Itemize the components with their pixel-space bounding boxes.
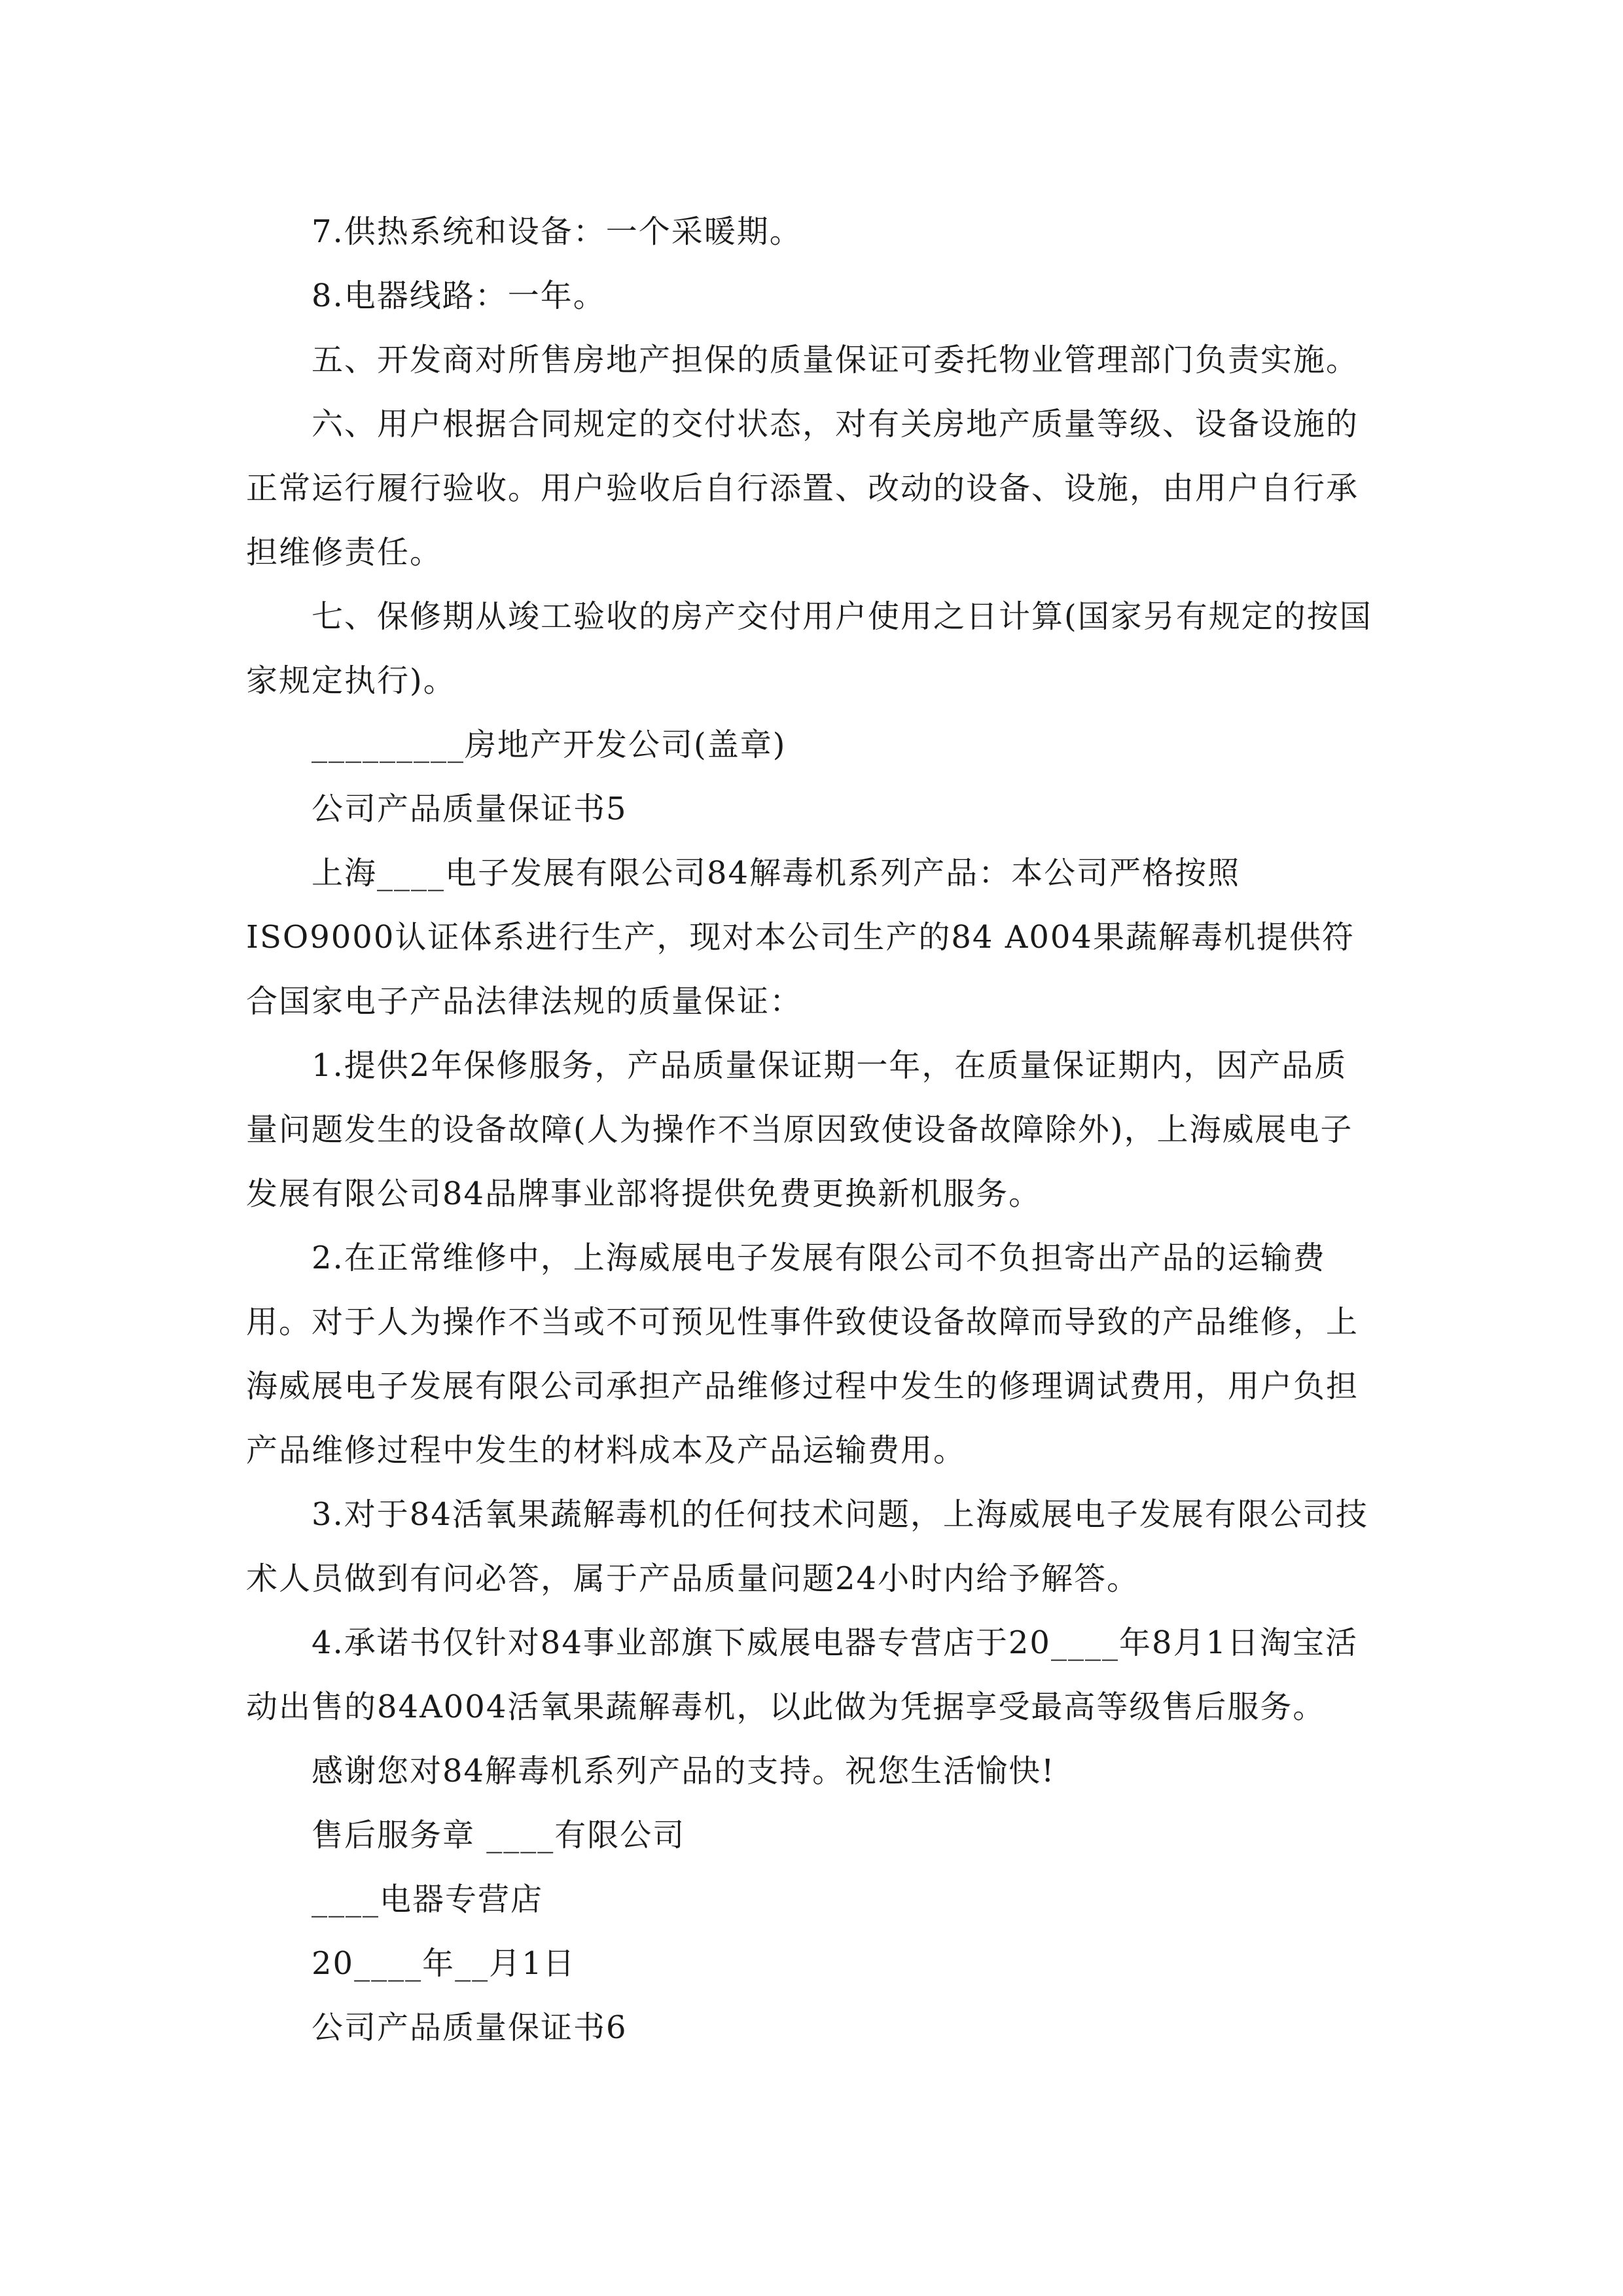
paragraph-intro: 上海____电子发展有限公司84解毒机系列产品：本公司严格按照ISO9000认证体系进行生产，现对本公司生产的84 A004果蔬解毒机提供符合国家电子产品法律法规的质量保证： bbox=[246, 855, 1355, 1020]
date-line: 20____年__月1日 bbox=[312, 1945, 576, 1982]
company-seal-line: _________房地产开发公司(盖章) bbox=[312, 726, 787, 763]
paragraph-thanks: 感谢您对84解毒机系列产品的支持。祝您生活愉快! bbox=[312, 1753, 1056, 1789]
paragraph-section-five: 五、开发商对所售房地产担保的质量保证可委托物业管理部门负责实施。 bbox=[312, 342, 1359, 378]
document-body bbox=[246, 200, 1378, 2060]
paragraph-item-2: 2.在正常维修中，上海威展电子发展有限公司不负担寄出产品的运输费用。对于人为操作不当或不可预见性事件致使设备故障而导致的产品维修，上海威展电子发展有限公司承担产品维修过程中发生的修理调试费用，用户负担产品维修过程中发生的材料成本及产品运输费用。 bbox=[246, 1240, 1359, 1469]
section-heading-5: 公司产品质量保证书5 bbox=[312, 791, 628, 827]
paragraph-heating-warranty: 7.供热系统和设备：一个采暖期。 bbox=[312, 213, 802, 250]
store-name-line: ____电器专营店 bbox=[312, 1881, 544, 1918]
paragraph-section-seven: 七、保修期从竣工验收的房产交付用户使用之日计算(国家另有规定的按国家规定执行)。 bbox=[246, 598, 1372, 699]
paragraph-item-3: 3.对于84活氧果蔬解毒机的任何技术问题，上海威展电子发展有限公司技术人员做到有问必答，属于产品质量问题24小时内给予解答。 bbox=[246, 1496, 1368, 1597]
paragraph-electrical-warranty: 8.电器线路：一年。 bbox=[312, 278, 606, 314]
paragraph-section-six: 六、用户根据合同规定的交付状态，对有关房地产质量等级、设备设施的正常运行履行验收。用户验收后自行添置、改动的设备、设施，由用户自行承担维修责任。 bbox=[246, 406, 1359, 571]
paragraph-item-4: 4.承诺书仅针对84事业部旗下威展电器专营店于20____年8月1日淘宝活动出售的84A004活氧果蔬解毒机，以此做为凭据享受最高等级售后服务。 bbox=[246, 1624, 1359, 1725]
after-sales-seal-line: 售后服务章 ____有限公司 bbox=[312, 1817, 686, 1854]
paragraph-item-1: 1.提供2年保修服务，产品质量保证期一年，在质量保证期内，因产品质量问题发生的设备故障(人为操作不当原因致使设备故障除外)，上海威展电子发展有限公司84品牌事业部将提供免费更换新机服务。 bbox=[246, 1047, 1353, 1212]
section-heading-6: 公司产品质量保证书6 bbox=[312, 2009, 628, 2046]
